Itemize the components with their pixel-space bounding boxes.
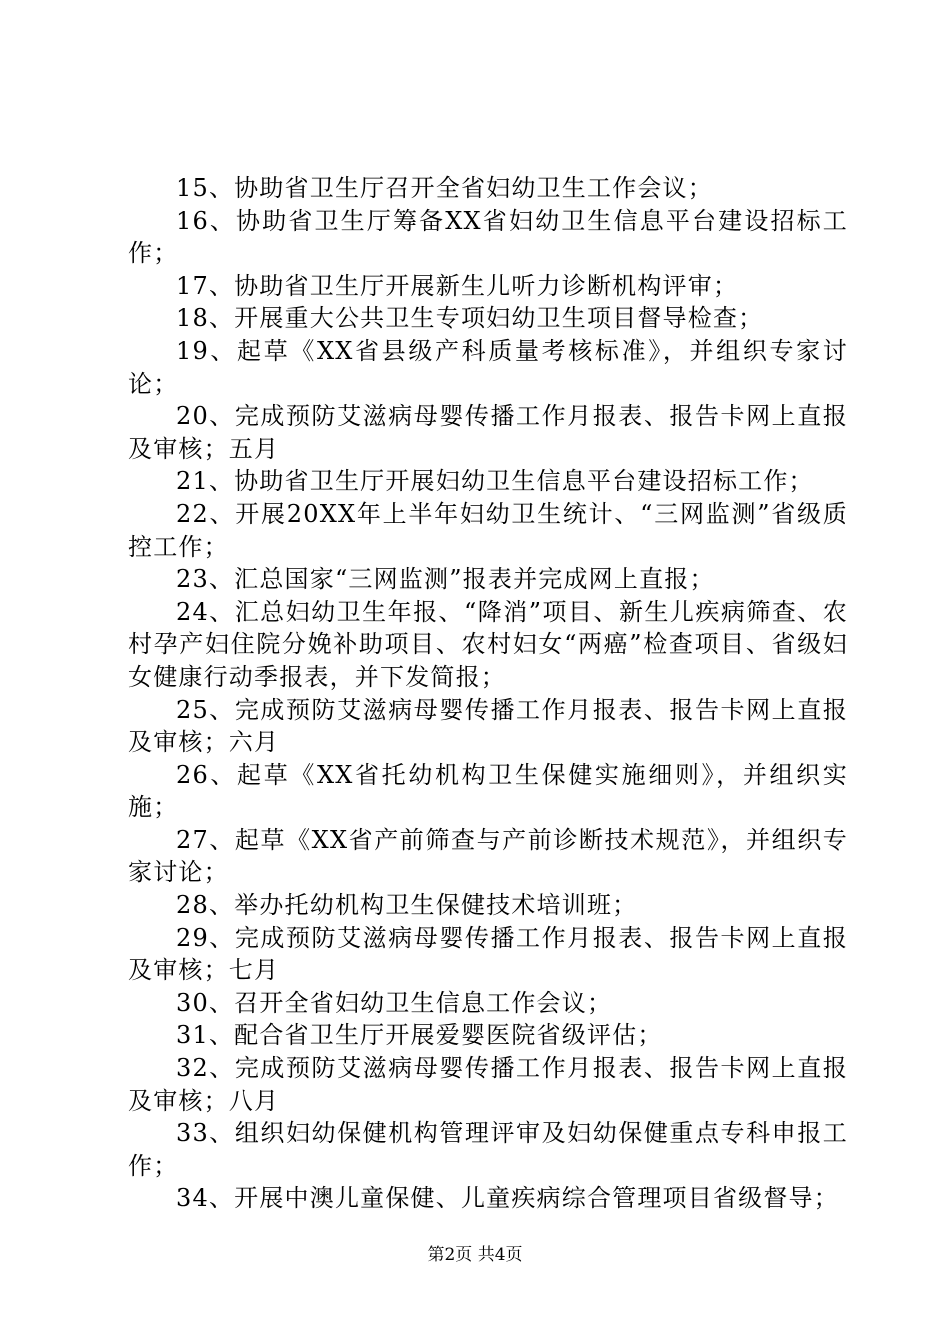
paragraph-18: 18、开展重大公共卫生专项妇幼卫生项目督导检查； (176, 304, 764, 333)
paragraph-22: 22、开展20XX年上半年妇幼卫生统计、“三网监测”省级质控工作； (128, 499, 848, 561)
paragraph-21: 21、协助省卫生厅开展妇幼卫生信息平台建设招标工作； (176, 467, 814, 496)
paragraph-28: 28、举办托幼机构卫生保健技术培训班； (176, 891, 638, 920)
document-body (128, 172, 848, 1215)
paragraph-19: 19、起草《XX省县级产科质量考核标准》，并组织专家讨论； (128, 336, 848, 398)
paragraph-27: 27、起草《XX省产前筛查与产前诊断技术规范》，并组织专家讨论； (128, 825, 848, 887)
paragraph-29: 29、完成预防艾滋病母婴传播工作月报表、报告卡网上直报及审核；七月 (128, 923, 848, 985)
paragraph-26: 26、起草《XX省托幼机构卫生保健实施细则》，并组织实施； (128, 760, 848, 822)
paragraph-33: 33、组织妇幼保健机构管理评审及妇幼保健重点专科申报工作； (128, 1119, 848, 1180)
paragraph-20: 20、完成预防艾滋病母婴传播工作月报表、报告卡网上直报及审核；五月 (128, 402, 848, 463)
paragraph-17: 17、协助省卫生厅开展新生儿听力诊断机构评审； (176, 271, 739, 300)
paragraph-23: 23、汇总国家“三网监测”报表并完成网上直报； (176, 565, 715, 594)
paragraph-30: 30、召开全省妇幼卫生信息工作会议； (176, 988, 613, 1017)
paragraph-31: 31、配合省卫生厅开展爱婴医院省级评估； (176, 1021, 663, 1050)
paragraph-15: 15、协助省卫生厅召开全省妇幼卫生工作会议； (176, 174, 713, 202)
paragraph-34: 34、开展中澳儿童保健、儿童疾病综合管理项目省级督导； (176, 1184, 839, 1213)
page-number-footer: 第2页 共4页 (427, 1245, 523, 1265)
paragraph-25: 25、完成预防艾滋病母婴传播工作月报表、报告卡网上直报及审核；六月 (128, 695, 848, 757)
paragraph-24: 24、汇总妇幼卫生年报、“降消”项目、新生儿疾病筛查、农村孕产妇住院分娩补助项目、农村妇女“两癌”检查项目、省级妇女健康行动季报表，并下发简报； (128, 597, 848, 691)
paragraph-32: 32、完成预防艾滋病母婴传播工作月报表、报告卡网上直报及审核；八月 (128, 1054, 848, 1115)
paragraph-16: 16、协助省卫生厅筹备XX省妇幼卫生信息平台建设招标工作； (128, 206, 848, 268)
